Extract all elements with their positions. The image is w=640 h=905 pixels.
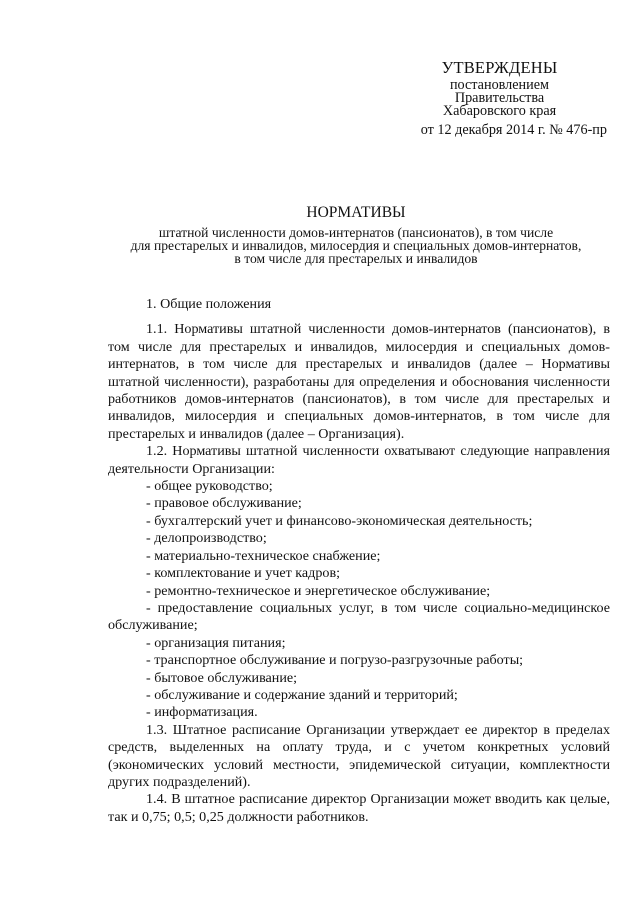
section-heading-1: 1. Общие положения	[146, 296, 272, 312]
activity-item: - комплектование и учет кадров;	[146, 565, 341, 582]
approval-line-2: Правительства	[454, 90, 545, 106]
document-body	[108, 296, 610, 826]
activity-item: - обслуживание и содержание зданий и территорий;	[146, 686, 458, 703]
activity-item: - делопроизводство;	[146, 530, 267, 547]
activity-item: - бытовое обслуживание;	[146, 669, 298, 686]
activity-item: - материально-техническое снабжение;	[146, 547, 381, 564]
activity-item: - бухгалтерский учет и финансово-экономическая деятельность;	[146, 512, 533, 529]
activity-item: - организация питания;	[146, 634, 286, 651]
paragraph-1-3: 1.3. Штатное расписание Организации утверждает ее директор в пределах средств, выделенных на оплату труда, и с учетом конкретных условий (экономических условий местности, эпидемической ситуации, комплектности других подразделений).	[108, 721, 610, 790]
approval-line-3: Хабаровского края	[442, 103, 557, 119]
approval-heading: УТВЕРЖДЕНЫ	[441, 58, 558, 77]
subtitle-line-1: штатной численности домов-интернатов (пансионатов), в том числе	[158, 225, 554, 240]
activity-item: - информатизация.	[146, 704, 258, 721]
document-title: НОРМАТИВЫ	[306, 204, 406, 221]
paragraph-1-1: 1.1. Нормативы штатной численности домов-интернатов (пансионатов), в том числе для престарелых и инвалидов, милосердия и специальных домов-интернатов, в том числе для престарелых и инвалидов (далее – Нормативы штатной численности), разработаны для определения и обоснования численности работников домов-интернатов (пансионатов), в том числе для престарелых и инвалидов, милосердия и специальных домов-интернатов, в том числе для престарелых и инвалидов (далее – Организация).	[108, 321, 610, 442]
activity-item: - предоставление социальных услуг, в том числе социально-медицинское обслуживание;	[108, 599, 610, 634]
approval-block	[392, 57, 607, 138]
approval-line-1: постановлением	[449, 77, 550, 93]
activity-item: - общее руководство;	[146, 478, 273, 495]
approval-date: от 12 декабря 2014 г. № 476-пр	[420, 122, 607, 138]
activity-item: - правовое обслуживание;	[146, 495, 302, 512]
document-subtitle	[96, 226, 616, 265]
subtitle-line-3: в том числе для престарелых и инвалидов	[234, 251, 478, 266]
subtitle-line-2: для престарелых и инвалидов, милосердия и специальных домов-интернатов,	[130, 238, 582, 253]
activity-item: - транспортное обслуживание и погрузо-разгрузочные работы;	[146, 652, 524, 669]
paragraph-1-2: 1.2. Нормативы штатной численности охватывают следующие направления деятельности Организации:	[108, 443, 610, 477]
paragraph-1-4: 1.4. В штатное расписание директор Организации может вводить как целые, так и 0,75; 0,5; 0,25 должности работников.	[108, 791, 610, 825]
activity-item: - ремонтно-техническое и энергетическое обслуживание;	[146, 582, 491, 599]
